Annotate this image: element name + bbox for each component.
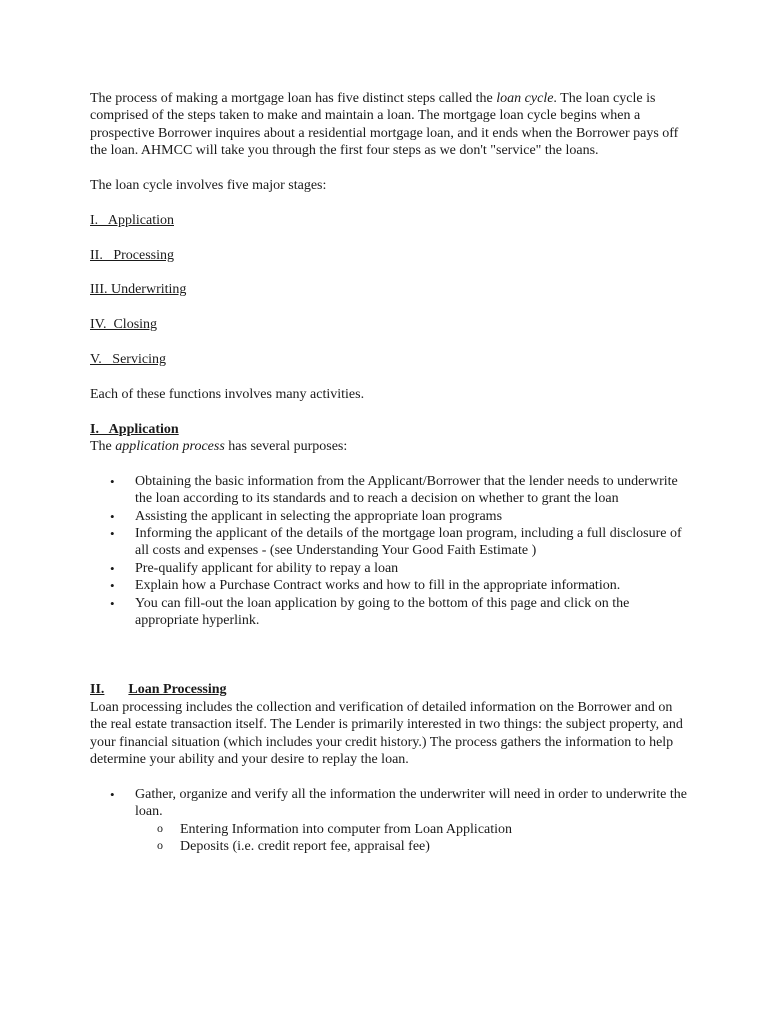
list-item: • Assisting the applicant in selecting the appropriate loan programs [90,508,690,525]
sub-list-item: o Entering Information into computer from Loan Application [135,821,690,838]
section-title: Loan Processing [128,682,227,698]
stage-servicing: V. Servicing [90,352,166,367]
intro-text-start: The process of making a mortgage loan has five distinct steps called the [90,91,497,106]
application-lead-end: has several purposes: [224,439,348,454]
loan-processing-paragraph: Loan processing includes the collection and verification of detailed information on the Borrower and on the real estate transaction itself. The Lender is primarily interested in two things: the subject property, and your financial situation (which includes your credit history.) The process gathers the information to help determine your ability and your desire to replay the loan. [90,699,683,768]
stage-processing: II. Processing [90,247,174,263]
stage-application: I. Application [90,212,174,228]
application-purposes-list [90,473,690,630]
processing-bullet-text: Gather, organize and verify all the information the underwriter will need in order to underwrite the loan. [135,786,687,820]
processing-sub-list [135,821,690,856]
loan-cycle-term: loan cycle [496,91,554,106]
list-item [90,786,690,856]
stages-lead: The loan cycle involves five major stages: [90,178,327,194]
application-lead [90,438,690,455]
section-number: II. [90,682,105,698]
loan-processing-heading [90,681,690,698]
application-lead-start: The [90,439,116,454]
document-page [90,90,690,856]
list-item: • Pre-qualify applicant for ability to repay a loan [90,560,690,577]
processing-list [90,786,690,856]
intro-text-end: . The loan cycle is comprised of the steps taken to make and maintain a loan. The mortgage loan cycle begins when a prospective Borrower inquires about a residential mortgage loan, and it ends when the Borrower pays off the loan. AHMCC will take you through the first four steps as we don't "service" the loans. [90,91,679,159]
stage-closing: IV. Closing [90,317,158,333]
functions-note: Each of these functions involves many activities. [90,386,365,402]
list-item: • Explain how a Purchase Contract works and how to fill in the appropriate information. [90,577,690,594]
list-item: • You can fill-out the loan application by going to the bottom of this page and click on the appropriate hyperlink. [90,595,690,630]
application-heading: I. Application [90,421,179,437]
list-item: • Informing the applicant of the details of the mortgage loan program, including a full disclosure of all costs and expenses - (see Understanding Your Good Faith Estimate ) [90,525,690,560]
application-process-term: application process [115,439,225,454]
loan-processing-section [90,681,690,855]
stage-underwriting: III. Underwriting [90,282,187,298]
sub-list-item: o Deposits (i.e. credit report fee, appraisal fee) [135,838,690,855]
intro-paragraph [90,90,690,160]
list-item: • Obtaining the basic information from the Applicant/Borrower that the lender needs to underwrite the loan according to its standards and to reach a decision on whether to grant the loan [90,473,690,508]
